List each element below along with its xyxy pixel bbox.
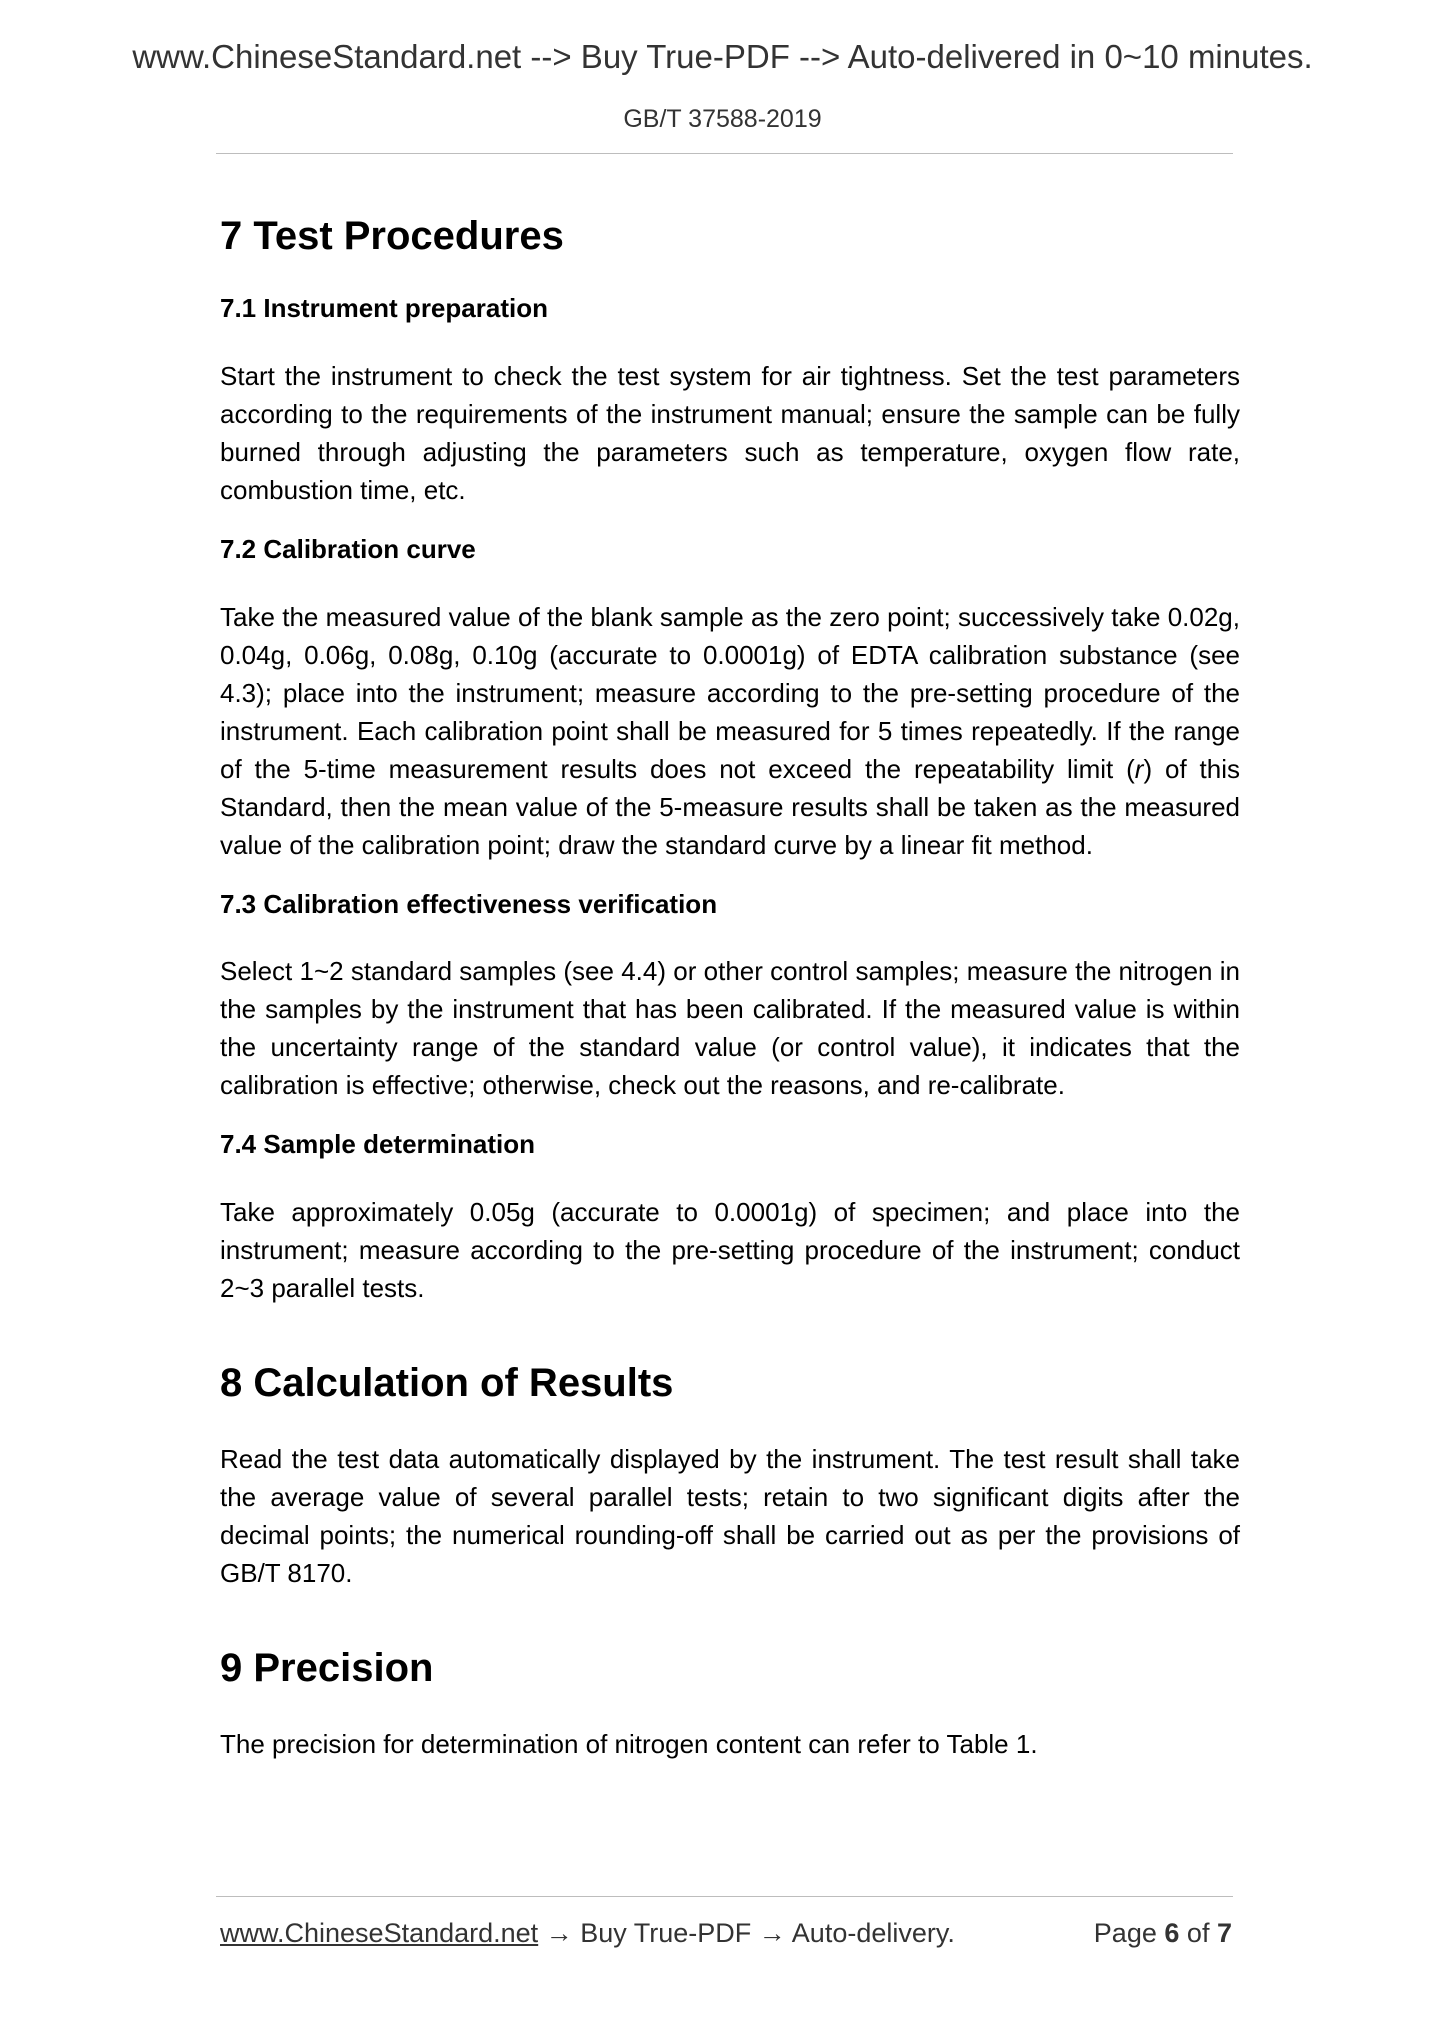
section-7-heading: 7 Test Procedures (220, 214, 564, 258)
section-8-paragraph: Read the test data automatically displayed by the instrument. The test result shall take the average value of several parallel tests; retain to two significant digits after the decimal points; the numerical rounding-off shall be carried out as per the provisions of GB/T 8170. (220, 1444, 1240, 1589)
section-9-heading: 9 Precision (220, 1646, 434, 1691)
arrow-right-icon: → (545, 1918, 573, 1948)
section-7-2-text-b: ) of this Standard, then the mean value of the 5-measure results shall be taken as the measured value of the calibration point; draw the standard curve by a linear fit method. (220, 753, 1241, 860)
section-7-4-paragraph: Take approximately 0.05g (accurate to 0.0001g) of specimen; and place into the instrument; measure according to the pre-setting procedure of the instrument; conduct 2~3 parallel tests. (220, 1197, 1240, 1304)
footer-delivery-text: Auto-delivery. (791, 1918, 955, 1948)
section-7-2-heading: 7.2 Calibration curve (220, 533, 476, 564)
section-7-4-heading: 7.4 Sample determination (220, 1129, 535, 1160)
of-label: of (1186, 1918, 1210, 1948)
page-current: 6 (1164, 1918, 1180, 1948)
footer-site-link[interactable]: www.ChineseStandard.net (220, 1918, 539, 1948)
section-7-2-text-a: Take the measured value of the blank sample as the zero point; successively take 0.02g, 0.04g, 0.06g, 0.08g, 0.10g (accurate to 0.0001g) of EDTA calibration substance (see 4.3); place into the instrument; measure according to the pre-setting procedure of the instrument. Each calibration point shall be measured for 5 times repeatedly. If the range of the 5-time measurement results does not exceed the repeatability limit ( (220, 601, 1240, 784)
section-9-paragraph: The precision for determination of nitrogen content can refer to Table 1. (220, 1729, 1038, 1760)
section-7-1-heading: 7.1 Instrument preparation (220, 293, 548, 323)
repeatability-symbol: r (1134, 753, 1144, 784)
site-banner: www.ChineseStandard.net --> Buy True-PDF --> Auto-delivered in 0~10 minutes. (132, 38, 1313, 75)
footer-links (220, 1918, 955, 1949)
section-8-heading: 8 Calculation of Results (220, 1361, 674, 1406)
arrow-right-icon: → (758, 1918, 786, 1948)
footer-divider (216, 1896, 1233, 1897)
footer-buy-text: Buy True-PDF (580, 1918, 752, 1948)
section-7-1-paragraph: Start the instrument to check the test system for air tightness. Set the test parameters according to the requirements of the instrument manual; ensure the sample can be fully burned through adjusting the parameters such as temperature, oxygen flow rate, combustion time, etc. (220, 360, 1240, 505)
page-total: 7 (1216, 1918, 1232, 1948)
main-content (220, 210, 1240, 1763)
page-label: Page (1093, 1918, 1157, 1948)
standard-code: GB/T 37588-2019 (623, 105, 822, 133)
section-7-3-paragraph: Select 1~2 standard samples (see 4.4) or other control samples; measure the nitrogen in the samples by the instrument that has been calibrated. If the measured value is within the uncertainty range of the standard value (or control value), it indicates that the calibration is effective; otherwise, check out the reasons, and re-calibrate. (220, 956, 1240, 1101)
section-7-2-paragraph (220, 598, 1240, 864)
header-divider (216, 153, 1233, 154)
page-number (1094, 1918, 1232, 1949)
section-7-3-heading: 7.3 Calibration effectiveness verification (220, 888, 718, 919)
